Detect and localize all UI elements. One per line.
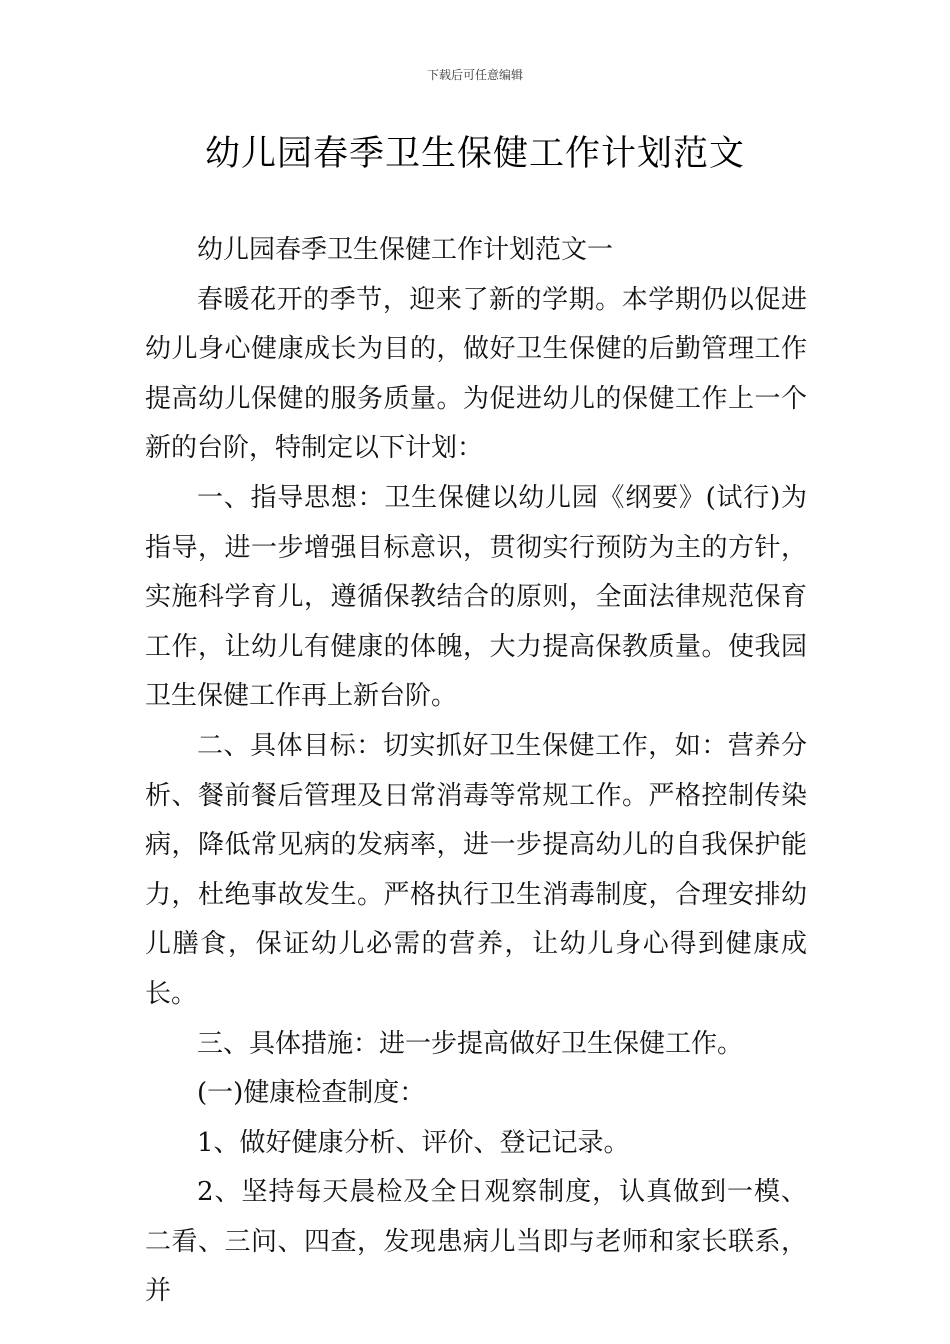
paragraph-item-2: 2、坚持每天晨检及全日观察制度，认真做到一模、二看、三问、四查，发现患病儿当即与老师和家长联系，并	[145, 1177, 807, 1307]
paragraph-guiding-ideology: 一、指导思想：卫生保健以幼儿园《纲要》(试行)为指导，进一步增强目标意识，贯彻实行预防为主的方针，实施科学育儿，遵循保教结合的原则，全面法律规范保育工作，让幼儿有健康的体魄，大力提高保教质量。使我园卫生保健工作再上新台阶。	[145, 482, 807, 712]
paragraph-intro: 春暖花开的季节，迎来了新的学期。本学期仍以促进幼儿身心健康成长为目的，做好卫生保健的后勤管理工作提高幼儿保健的服务质量。为促进幼儿的保健工作上一个新的台阶，特制定以下计划：	[145, 284, 807, 464]
paragraph-specific-goals: 二、具体目标：切实抓好卫生保健工作，如：营养分析、餐前餐后管理及日常消毒等常规工作。严格控制传染病，降低常见病的发病率，进一步提高幼儿的自我保护能力，杜绝事故发生。严格执行卫生消毒制度，合理安排幼儿膳食，保证幼儿必需的营养，让幼儿身心得到健康成长。	[145, 730, 807, 1009]
paragraph-item-1: 1、做好健康分析、评价、登记记录。	[197, 1127, 630, 1158]
document-body	[145, 226, 807, 1317]
document-title: 幼儿园春季卫生保健工作计划范文	[204, 134, 745, 174]
header-note: 下载后可任意编辑	[426, 68, 523, 82]
paragraph-specific-measures: 三、具体措施：进一步提高做好卫生保健工作。	[197, 1028, 744, 1059]
paragraph-subtitle: 幼儿园春季卫生保健工作计划范文一	[197, 235, 614, 265]
paragraph-health-check-heading: (一)健康检查制度：	[197, 1078, 426, 1109]
